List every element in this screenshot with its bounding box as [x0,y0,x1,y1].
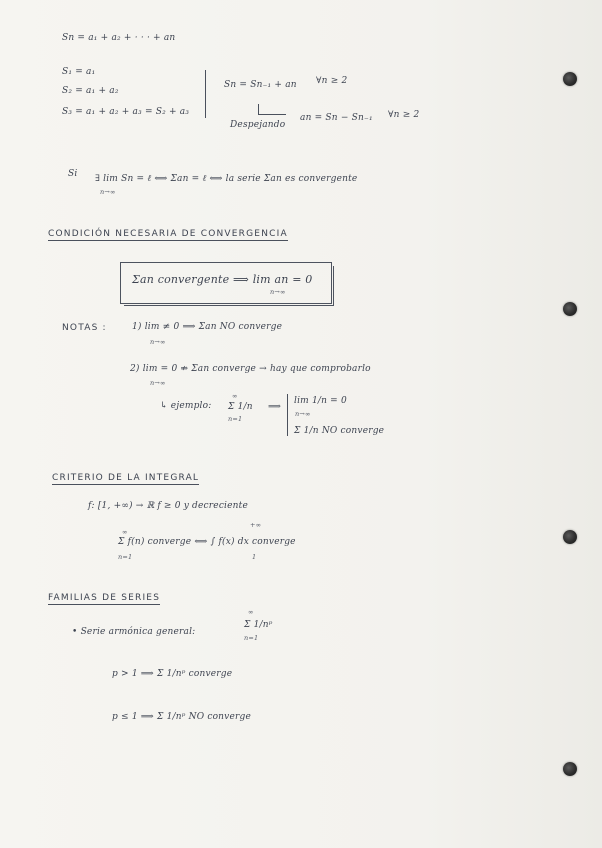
armonica-sum-bottom: n=1 [244,634,259,642]
nota-1: 1) lim ≠ 0 ⟹ Σan NO converge [132,322,283,332]
condition-statement: Σan convergente ⟹ lim an = 0 [132,273,313,286]
integral-sum-bottom: n=1 [118,553,133,561]
s3-line: S₃ = a₁ + a₂ + a₃ = S₂ + a₃ [62,107,190,117]
forall-n-2: ∀n ≥ 2 [388,110,420,120]
punch-hole-1 [563,72,577,86]
n-to-infinity-1: n→∞ [100,188,116,196]
exists-lim-statement: ∃ lim Sn = ℓ ⟺ Σan = ℓ ⟺ la serie Σan es convergente [95,174,358,184]
nota-2: 2) lim = 0 ⇏ Σan converge → hay que comprobarlo [130,364,371,374]
ejemplo-limit-subscript: n→∞ [295,410,311,418]
condition-heading: CONDICIÓN NECESARIA DE CONVERGENCIA [48,229,288,239]
condition-subscript: n→∞ [270,288,286,296]
p-greater-than-one: p > 1 ⟹ Σ 1/nᵖ converge [112,669,233,679]
forall-n-1: ∀n ≥ 2 [316,76,348,86]
s2-line: S₂ = a₁ + a₂ [62,86,119,96]
notas-label: NOTAS : [62,323,107,333]
despejando-label: Despejando [230,120,286,130]
punch-hole-4 [563,762,577,776]
ejemplo-sum: Σ 1/n [228,402,253,412]
integral-sum-top: ∞ [122,528,128,536]
familias-heading: FAMILIAS DE SERIES [48,593,161,603]
despejando-arrow-h [258,114,286,115]
armonica-sum-top: ∞ [248,608,254,616]
ejemplo-brace [287,394,288,436]
despejando-arrow-v [258,104,259,114]
integral-definition: f: [1, +∞) → ℝ f ≥ 0 y decreciente [88,501,249,511]
nota-1-subscript: n→∞ [150,338,166,346]
recurrence: Sn = Sn₋₁ + an [224,80,297,90]
integral-int-bottom: 1 [252,553,257,561]
ejemplo-arrow: ⟹ [268,402,282,412]
ejemplo-limit: lim 1/n = 0 [294,396,347,406]
nota-2-subscript: n→∞ [150,379,166,387]
si-label: Si [68,169,78,179]
integral-criterion: Σ f(n) converge ⟺ ∫ f(x) dx converge [118,537,296,547]
p-less-or-equal-one: p ≤ 1 ⟹ Σ 1/nᵖ NO converge [112,712,251,722]
integral-heading: CRITERIO DE LA INTEGRAL [52,473,200,483]
ejemplo-no-converge: Σ 1/n NO converge [294,426,385,436]
right-brace [205,70,206,118]
armonica-sum: Σ 1/nᵖ [244,620,273,630]
sn-definition: Sn = a₁ + a₂ + · · · + an [62,33,176,43]
s1-line: S₁ = a₁ [62,67,96,77]
ejemplo-label: ↳ ejemplo: [160,401,212,411]
punch-hole-3 [563,530,577,544]
ejemplo-sum-bottom: n=1 [228,415,243,423]
punch-hole-2 [563,302,577,316]
serie-armonica-label: • Serie armónica general: [72,627,196,637]
integral-int-top: +∞ [250,521,262,529]
ejemplo-sum-top: ∞ [232,392,238,400]
an-expression: an = Sn − Sn₋₁ [300,113,373,123]
